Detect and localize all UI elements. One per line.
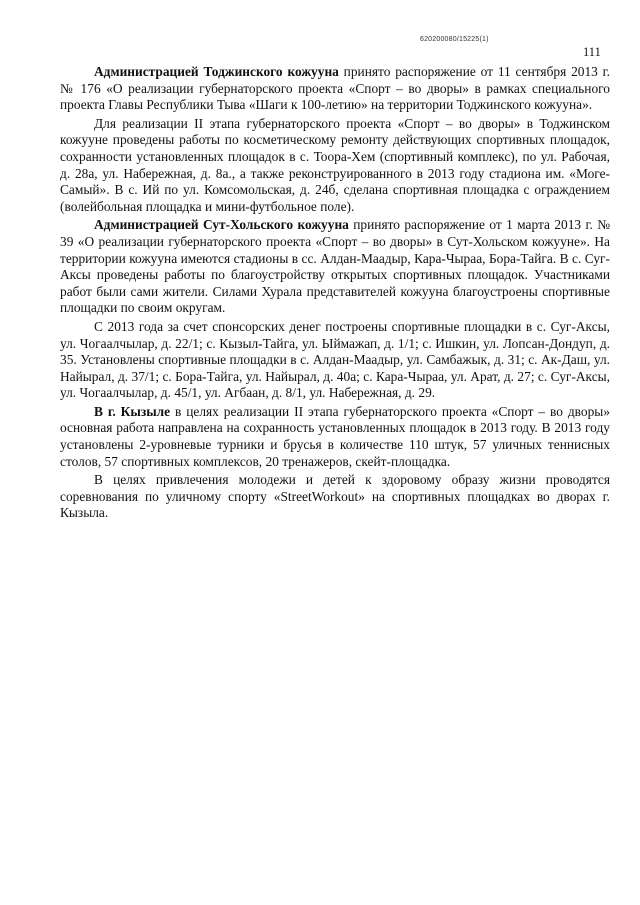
paragraph-text: С 2013 года за счет спонсорских денег построены спортивные площадки в с. Суг-Аксы, ул. Чогаалчылар, д. 22/1; с. Кызыл-Тайга, ул. Ыймажап, д. 1/1; с. Ишкин, ул. Лопсан-Дондуп, д. 35. Установлены спортивные площадки в с. Алдан-Маадыр, ул. Самбажык, д. 31; с. Ак-Даш, ул. Найырал, д. 37/1; с. Бора-Тайга, ул. Найырал, д. 40а; с. Кара-Чыраа, ул. Арат, д. 27; с. Суг-Аксы, ул. Чогаалчылар, д. 45/1, ул. Агбаан, д. 8/1, ул. Набережная, д. 29. [60, 318, 610, 401]
paragraph-sut-khol-order [60, 217, 610, 317]
paragraph-lead: В г. Кызыле [94, 403, 171, 419]
paragraph-todzha-works [60, 116, 610, 216]
paragraph-sponsor-playgrounds [60, 319, 610, 402]
document-body [60, 64, 610, 524]
paragraph-text: принято распоряжение от 1 марта 2013 г. № 39 «О реализации губернаторского проекта «Спорт – во дворы» в Сут-Хольском кожууне». На территории кожууна имеются стадионы в сс. Алдан-Маадыр, Кара-Чыраа, Бора-Тайга. В с. Суг-Аксы проведены работы по благоустройству открытых спортивных площадок. Участниками работ были сами жители. Силами Хурала представителей кожууна благоустроены спортивные площадки по своим округам. [60, 217, 611, 316]
document-code: 620200080/15225(1) [420, 36, 489, 43]
paragraph-streetworkout [60, 472, 610, 522]
paragraph-text: Для реализации II этапа губернаторского проекта «Спорт – во дворы» в Тоджинском кожууне проведены работы по косметическому ремонту действующих спортивных площадок, сохранности установленных площадок в с. Тоора-Хем (спортивный комплекс), по ул. Рабочая, д. 28а, ул. Набережная, д. 8а., а также реконструированного в 2013 году стадиона им. «Моге-Самый». В с. Ий по ул. Комсомольская, д. 24б, сделана спортивная площадка с ограждением (волейбольная площадка и мини-футбольное поле). [60, 115, 610, 214]
paragraph-lead: Администрацией Тоджинского кожууна [94, 64, 339, 79]
paragraph-kyzyl [60, 404, 610, 470]
paragraph-text: принято распоряжение от 11 сентября 2013 г. № 176 «О реализации губернаторского проекта «Спорт – во дворы» в рамках специального проекта Главы Республики Тыва «Шаги к 100-летию» на территории Тоджинского кожууна». [60, 64, 611, 113]
paragraph-text: В целях привлечения молодежи и детей к здоровому образу жизни проводятся соревнования по уличному спорту «StreetWorkout» на спортивных площадках во дворах г. Кызыла. [60, 472, 610, 521]
page-number: 111 [583, 45, 601, 59]
paragraph-todzha-order [60, 64, 610, 114]
paragraph-lead: Администрацией Сут-Хольского кожууна [94, 217, 349, 233]
paragraph-text: в целях реализации II этапа губернаторского проекта «Спорт – во дворы» основная работа направлена на сохранность установленных площадок в 2013 году. В 2013 году установлены 2-уровневые турники и брусья в количестве 110 штук, 57 уличных теннисных столов, 57 спортивных комплексов, 20 тренажеров, скейт-площадка. [60, 403, 610, 469]
